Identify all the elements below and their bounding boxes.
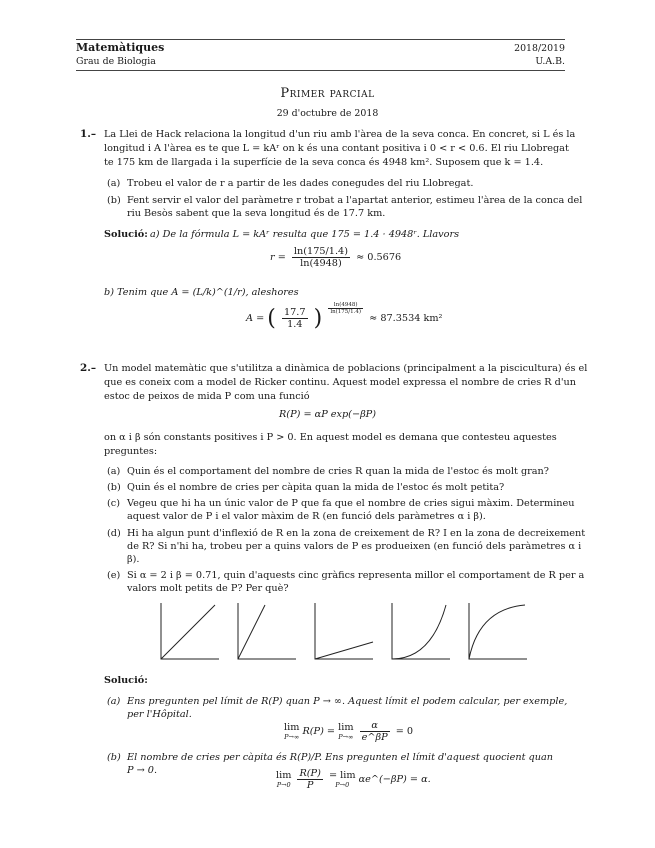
q1-line-3: te 175 km de llargada i la superfície de la seva conca és 4948 km². Suposem que k = 1.4. bbox=[104, 157, 544, 168]
question-2-number: 2.– bbox=[80, 362, 97, 374]
eq-b-den: P bbox=[306, 780, 314, 791]
q2-line-3: estoc de peixos de mida P com una funció bbox=[104, 391, 310, 402]
q2-sol-a-label: (a) bbox=[107, 696, 121, 707]
graph-4 bbox=[386, 601, 452, 663]
eq1-numerator: ln(175/1.4) bbox=[293, 246, 348, 257]
lim-4-sub: P→0 bbox=[335, 781, 350, 789]
q1-a-label: (a) bbox=[107, 178, 121, 189]
lim-3-sub: P→0 bbox=[276, 781, 291, 789]
q2-e-label: (e) bbox=[107, 570, 121, 581]
q2-line-1: Un model matemàtic que s'utilitza a dinàmica de poblacions (principalment a la piscicultura) és el bbox=[104, 363, 588, 374]
lim-3 bbox=[276, 770, 291, 789]
eq-b-fraction bbox=[297, 768, 322, 791]
q1-b-text-2: riu Besòs sabent que la seva longitud és de 17.7 km. bbox=[127, 208, 386, 219]
eq-b-rhs: αe^(−βP) = α. bbox=[358, 774, 431, 785]
graph-5 bbox=[463, 601, 529, 663]
exam-title: Primer parcial bbox=[280, 86, 375, 101]
q2-a-label: (a) bbox=[107, 466, 121, 477]
eq1-lhs: r = bbox=[270, 252, 286, 263]
eq2-rhs: ≈ 87.3534 km² bbox=[369, 313, 443, 324]
q2-ricker-equation: R(P) = αP exp(−βP) bbox=[279, 409, 376, 420]
q1-equation-r bbox=[270, 246, 401, 269]
q1-a-text: Trobeu el valor de r a partir de les dades conegudes del riu Llobregat. bbox=[127, 178, 474, 189]
university-name: U.A.B. bbox=[535, 56, 565, 67]
q1-line-2: longitud i A l'àrea es te que L = kAʳ on k és una contant positiva i 0 < r < 0.6. El riu Llobregat bbox=[104, 143, 569, 154]
lim-1-text: lim bbox=[284, 722, 300, 733]
q2-d-text-2: de R? Si n'hi ha, trobeu per a quins valors de P es produeixen (en funció dels paràmetres α i bbox=[127, 541, 582, 552]
eq-a-mid: R(P) = bbox=[302, 726, 336, 737]
eq2-fraction bbox=[282, 307, 308, 330]
lim-3-text: lim bbox=[276, 770, 292, 781]
q2-solution-label: Solució: bbox=[104, 675, 148, 686]
q2-sol-b-label: (b) bbox=[107, 752, 121, 763]
eq-b-num: R(P) bbox=[299, 768, 321, 779]
q2-e-text-1: Si α = 2 i β = 0.71, quin d'aquests cinc gràfics representa millor el comportament de R per a bbox=[127, 570, 585, 581]
top-rule bbox=[76, 39, 565, 40]
q2-sol-b-text-1: El nombre de cries per càpita és R(P)/P. Ens pregunten el límit d'aquest quocient quan bbox=[127, 752, 553, 763]
academic-year: 2018/2019 bbox=[514, 43, 565, 54]
graph-2 bbox=[232, 601, 298, 663]
lim-4 bbox=[329, 770, 356, 789]
degree-name: Grau de Biologia bbox=[76, 56, 156, 67]
eq2-left-paren: ( bbox=[267, 306, 276, 331]
q2-sol-b-equation bbox=[276, 768, 431, 791]
q2-line-4: on α i β són constants positives i P > 0. En aquest model es demana que contesteu aquestes bbox=[104, 432, 557, 443]
q1-solution-label: Solució: bbox=[104, 229, 148, 240]
question-1-number: 1.– bbox=[80, 128, 97, 140]
q2-sol-a-text-2: per l'Hôpital. bbox=[127, 709, 192, 720]
q1-solution-a: a) De la fórmula L = kAʳ resulta que 175 = 1.4 · 4948ʳ. Llavors bbox=[150, 229, 460, 240]
graph-3 bbox=[309, 601, 375, 663]
eq2-exp-numerator: ln(4948) bbox=[328, 302, 363, 309]
q1-b-text-1: Fent servir el valor del paràmetre r trobat a l'apartat anterior, estimeu l'àrea de la conca del bbox=[127, 195, 583, 206]
q2-d-label: (d) bbox=[107, 528, 121, 539]
q2-sol-a-equation bbox=[284, 720, 413, 743]
q1-line-1: La Llei de Hack relaciona la longitud d'un riu amb l'àrea de la seva conca. En concret, si L és la bbox=[104, 129, 576, 140]
eq2-numerator: 17.7 bbox=[283, 307, 306, 318]
subject-title: Matemàtiques bbox=[76, 41, 165, 54]
lim-2 bbox=[338, 722, 353, 741]
lim-2-sub: P→∞ bbox=[338, 733, 354, 741]
q2-line-2: que es coneix com a model de Ricker continu. Aquest model expressa el nombre de cries R d'un bbox=[104, 377, 576, 388]
lim-2-text: lim bbox=[338, 722, 354, 733]
candidate-graphs bbox=[155, 601, 530, 663]
eq-a-fraction bbox=[360, 720, 390, 743]
eq1-denominator: ln(4948) bbox=[300, 258, 342, 269]
eq2-lhs: A = bbox=[246, 313, 265, 324]
eq-a-den: e^βP bbox=[361, 732, 388, 743]
q2-sol-a-text-1: Ens pregunten pel límit de R(P) quan P → ∞. Aquest límit el podem calcular, per exemple, bbox=[127, 696, 568, 707]
q2-c-label: (c) bbox=[107, 498, 120, 509]
exam-date: 29 d'octubre de 2018 bbox=[276, 108, 379, 119]
eq1-fraction bbox=[292, 246, 350, 269]
graph-1 bbox=[155, 601, 221, 663]
lim-1 bbox=[284, 722, 299, 741]
q1-equation-a bbox=[246, 302, 443, 331]
eq2-right-paren: ) bbox=[313, 306, 323, 331]
eq2-denominator: 1.4 bbox=[287, 319, 303, 330]
eq-a-rhs: = 0 bbox=[395, 726, 414, 737]
lim-1-sub: P→∞ bbox=[284, 733, 300, 741]
q1-b-label: (b) bbox=[107, 195, 121, 206]
q2-b-label: (b) bbox=[107, 482, 121, 493]
q1-solution-b: b) Tenim que A = (L/k)^(1/r), aleshores bbox=[104, 287, 299, 298]
q2-sol-b-text-2: P → 0. bbox=[127, 765, 158, 776]
eq2-exp-denominator: ln(175/1.4) bbox=[330, 309, 362, 315]
q2-line-5: preguntes: bbox=[104, 446, 158, 457]
lim-4-text: = lim bbox=[328, 770, 356, 781]
q2-c-text-2: aquest valor de P i el valor màxim de R (en funció dels paràmetres α i β). bbox=[127, 511, 486, 522]
eq-a-num: α bbox=[360, 720, 390, 732]
q2-e-text-2: valors molt petits de P? Per què? bbox=[127, 583, 289, 594]
q2-d-text-3: β). bbox=[127, 554, 140, 565]
q2-d-text-1: Hi ha algun punt d'inflexió de R en la zona de creixement de R? I en la zona de decreixement bbox=[127, 528, 586, 539]
eq1-rhs: ≈ 0.5676 bbox=[356, 252, 402, 263]
q2-c-text-1: Vegeu que hi ha un únic valor de P que fa que el nombre de cries sigui màxim. Determineu bbox=[127, 498, 575, 509]
header-rule bbox=[76, 70, 565, 71]
eq2-exponent bbox=[328, 302, 363, 315]
q2-b-text: Quin és el nombre de cries per càpita quan la mida de l'estoc és molt petita? bbox=[127, 482, 505, 493]
q2-a-text: Quin és el comportament del nombre de cries R quan la mida de l'estoc és molt gran? bbox=[127, 466, 549, 477]
